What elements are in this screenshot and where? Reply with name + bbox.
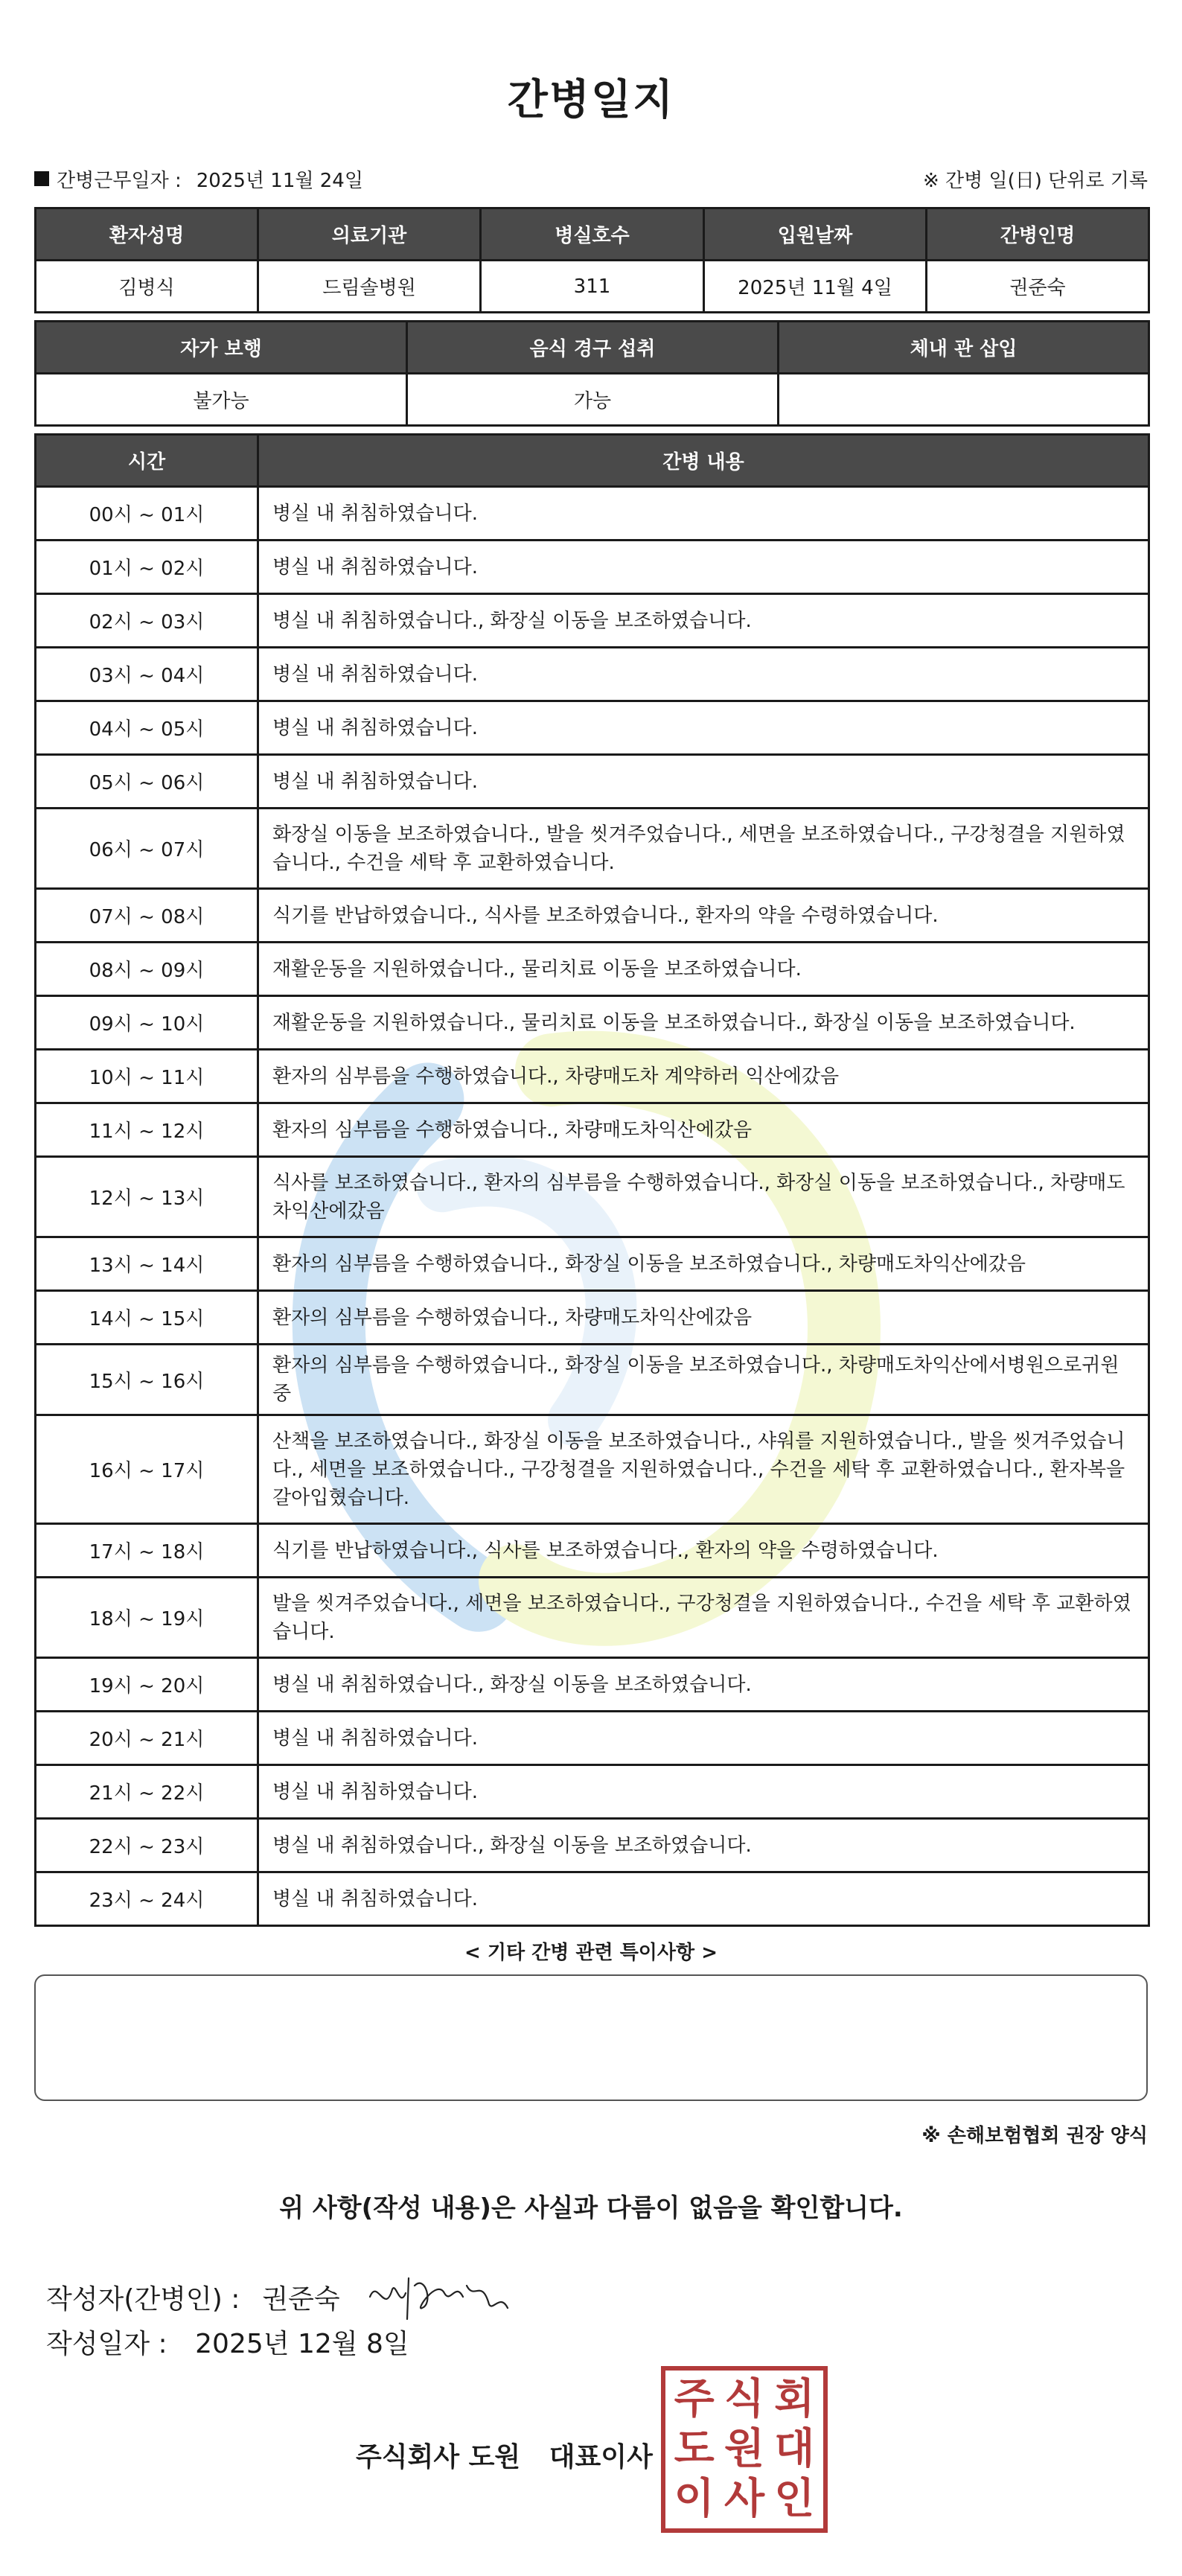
log-content: 식기를 반납하였습니다., 식사를 보조하였습니다., 환자의 약을 수령하였습니다. (258, 889, 1149, 943)
notes-title: < 기타 간병 관련 특이사항 > (464, 1942, 718, 1964)
log-time: 18시 ~ 19시 (36, 1578, 258, 1658)
unit-note: ※ 간병 일(日) 단위로 기록 (922, 169, 1148, 192)
header-room: 병실호수 (481, 208, 704, 261)
log-content: 발을 씻겨주었습니다., 세면을 보조하였습니다., 구강청결을 지원하였습니다., 수건을 세탁 후 교환하였습니다. (258, 1578, 1149, 1658)
log-time: 20시 ~ 21시 (36, 1712, 258, 1765)
log-time: 07시 ~ 08시 (36, 889, 258, 943)
log-content: 산책을 보조하였습니다., 화장실 이동을 보조하였습니다., 샤워를 지원하였습니다., 발을 씻겨주었습니다., 세면을 보조하였습니다., 구강청결을 지원하였습니다., 수건을 세탁 후 교환하였습니다., 환자복을 갈아입혔습니다. (258, 1415, 1149, 1524)
log-content: 병실 내 취침하였습니다., 화장실 이동을 보조하였습니다. (258, 594, 1149, 648)
table-row (36, 701, 1149, 755)
table-row (36, 1578, 1149, 1658)
company-role: 대표이사 (549, 2442, 653, 2473)
table-row (36, 541, 1149, 594)
table-row (36, 487, 1149, 541)
patient-name: 김병식 (36, 261, 258, 313)
table-row (36, 648, 1149, 701)
written-date-label: 작성일자 : (46, 2329, 167, 2359)
seal-char: 이 (674, 2475, 715, 2524)
log-time: 05시 ~ 06시 (36, 755, 258, 809)
log-time: 03시 ~ 04시 (36, 648, 258, 701)
log-content: 환자의 심부름을 수행하였습니다., 차량매도차익산에갔음 (258, 1103, 1149, 1157)
log-content: 병실 내 취침하였습니다. (258, 541, 1149, 594)
log-content: 재활운동을 지원하였습니다., 물리치료 이동을 보조하였습니다., 화장실 이동을 보조하였습니다. (258, 996, 1149, 1050)
table-row (36, 1872, 1149, 1926)
table-row (36, 1765, 1149, 1819)
header-time: 시간 (36, 435, 258, 487)
table-row (36, 1524, 1149, 1578)
log-content: 병실 내 취침하였습니다. (258, 755, 1149, 809)
table-row (36, 755, 1149, 809)
log-time: 06시 ~ 07시 (36, 809, 258, 889)
walking-status: 불가능 (36, 374, 407, 426)
company-seal-stamp (661, 2366, 828, 2533)
table-row (36, 1237, 1149, 1291)
header-oral-intake: 음식 경구 섭취 (407, 322, 779, 374)
log-content: 병실 내 취침하였습니다. (258, 1712, 1149, 1765)
seal-char: 회 (774, 2374, 815, 2423)
log-content: 병실 내 취침하였습니다. (258, 648, 1149, 701)
log-time: 12시 ~ 13시 (36, 1157, 258, 1237)
header-walking: 자가 보행 (36, 322, 407, 374)
log-time: 17시 ~ 18시 (36, 1524, 258, 1578)
log-content: 재활운동을 지원하였습니다., 물리치료 이동을 보조하였습니다. (258, 943, 1149, 996)
seal-char: 주 (674, 2374, 715, 2423)
log-time: 14시 ~ 15시 (36, 1291, 258, 1345)
log-time: 15시 ~ 16시 (36, 1345, 258, 1415)
meta-row (34, 164, 1148, 194)
seal-char: 대 (774, 2424, 815, 2473)
log-time: 19시 ~ 20시 (36, 1658, 258, 1712)
log-content: 환자의 심부름을 수행하였습니다., 차량매도차 계약하러 익산에갔음 (258, 1050, 1149, 1103)
seal-char: 원 (723, 2424, 765, 2473)
log-time: 02시 ~ 03시 (36, 594, 258, 648)
header-tube-insertion: 체내 관 삽입 (779, 322, 1149, 374)
log-content: 병실 내 취침하였습니다. (258, 487, 1149, 541)
document-title: 간병일지 (507, 76, 675, 124)
oral-intake-status: 가능 (407, 374, 779, 426)
table-row (36, 1157, 1149, 1237)
log-time: 08시 ~ 09시 (36, 943, 258, 996)
patient-info-table (34, 207, 1150, 313)
written-date-value: 2025년 12월 8일 (195, 2329, 409, 2359)
log-time: 21시 ~ 22시 (36, 1765, 258, 1819)
caregiver-name: 권준숙 (927, 261, 1149, 313)
header-patient-name: 환자성명 (36, 208, 258, 261)
care-log-table (34, 433, 1150, 1927)
writer-label: 작성자(간병인) : (46, 2283, 240, 2315)
admission-date: 2025년 11월 4일 (704, 261, 927, 313)
log-time: 09시 ~ 10시 (36, 996, 258, 1050)
seal-char: 인 (774, 2475, 815, 2524)
log-content: 식기를 반납하였습니다., 식사를 보조하였습니다., 환자의 약을 수령하였습니다. (258, 1524, 1149, 1578)
table-row (36, 594, 1149, 648)
work-date-label: 간병근무일자 : (57, 169, 182, 192)
log-content: 환자의 심부름을 수행하였습니다., 화장실 이동을 보조하였습니다., 차량매도차익산에서병원으로귀원중 (258, 1345, 1149, 1415)
log-content: 식사를 보조하였습니다., 환자의 심부름을 수행하였습니다., 화장실 이동을 보조하였습니다., 차량매도차익산에갔음 (258, 1157, 1149, 1237)
header-admission-date: 입원날짜 (704, 208, 927, 261)
log-content: 화장실 이동을 보조하였습니다., 발을 씻겨주었습니다., 세면을 보조하였습니다., 구강청결을 지원하였습니다., 수건을 세탁 후 교환하였습니다. (258, 809, 1149, 889)
seal-char: 식 (723, 2374, 765, 2423)
hospital-name: 드림솔병원 (258, 261, 481, 313)
table-row (36, 889, 1149, 943)
table-row (36, 1050, 1149, 1103)
log-time: 22시 ~ 23시 (36, 1819, 258, 1872)
log-time: 16시 ~ 17시 (36, 1415, 258, 1524)
seal-char: 사 (723, 2475, 765, 2524)
log-time: 11시 ~ 12시 (36, 1103, 258, 1157)
log-content: 병실 내 취침하였습니다., 화장실 이동을 보조하였습니다. (258, 1658, 1149, 1712)
table-row (36, 1819, 1149, 1872)
log-time: 04시 ~ 05시 (36, 701, 258, 755)
table-row (36, 1103, 1149, 1157)
log-content: 병실 내 취침하였습니다. (258, 1872, 1149, 1926)
table-row (36, 1345, 1149, 1415)
header-hospital: 의료기관 (258, 208, 481, 261)
recommendation-note: ※ 손해보험협회 권장 양식 (921, 2125, 1148, 2147)
log-time: 23시 ~ 24시 (36, 1872, 258, 1926)
log-content: 병실 내 취침하였습니다., 화장실 이동을 보조하였습니다. (258, 1819, 1149, 1872)
company-name: 주식회사 도원 (356, 2442, 521, 2473)
table-row (36, 1712, 1149, 1765)
log-content: 환자의 심부름을 수행하였습니다., 화장실 이동을 보조하였습니다., 차량매도차익산에갔음 (258, 1237, 1149, 1291)
log-time: 13시 ~ 14시 (36, 1237, 258, 1291)
log-time: 00시 ~ 01시 (36, 487, 258, 541)
table-row (36, 943, 1149, 996)
seal-char: 도 (674, 2424, 715, 2473)
header-caregiver: 간병인명 (927, 208, 1149, 261)
confirmation-statement: 위 사항(작성 내용)은 사실과 다름이 없음을 확인합니다. (279, 2193, 903, 2223)
patient-status-table (34, 320, 1150, 427)
signature-image (362, 2263, 511, 2330)
room-number: 311 (481, 261, 704, 313)
table-row (36, 996, 1149, 1050)
writer-line (46, 2263, 511, 2330)
log-time: 10시 ~ 11시 (36, 1050, 258, 1103)
log-content: 병실 내 취침하였습니다. (258, 701, 1149, 755)
log-content: 병실 내 취침하였습니다. (258, 1765, 1149, 1819)
log-content: 환자의 심부름을 수행하였습니다., 차량매도차익산에갔음 (258, 1291, 1149, 1345)
table-row (36, 809, 1149, 889)
square-bullet-icon (34, 171, 49, 186)
table-row (36, 1291, 1149, 1345)
log-time: 01시 ~ 02시 (36, 541, 258, 594)
header-care-content: 간병 내용 (258, 435, 1149, 487)
notes-box (34, 1974, 1148, 2101)
work-date-value: 2025년 11월 24일 (196, 169, 363, 192)
table-row (36, 1415, 1149, 1524)
written-date-line (46, 2323, 409, 2361)
tube-insertion-status (779, 374, 1149, 426)
table-row (36, 1658, 1149, 1712)
company-line (356, 2436, 653, 2474)
writer-name: 권준숙 (262, 2283, 340, 2315)
